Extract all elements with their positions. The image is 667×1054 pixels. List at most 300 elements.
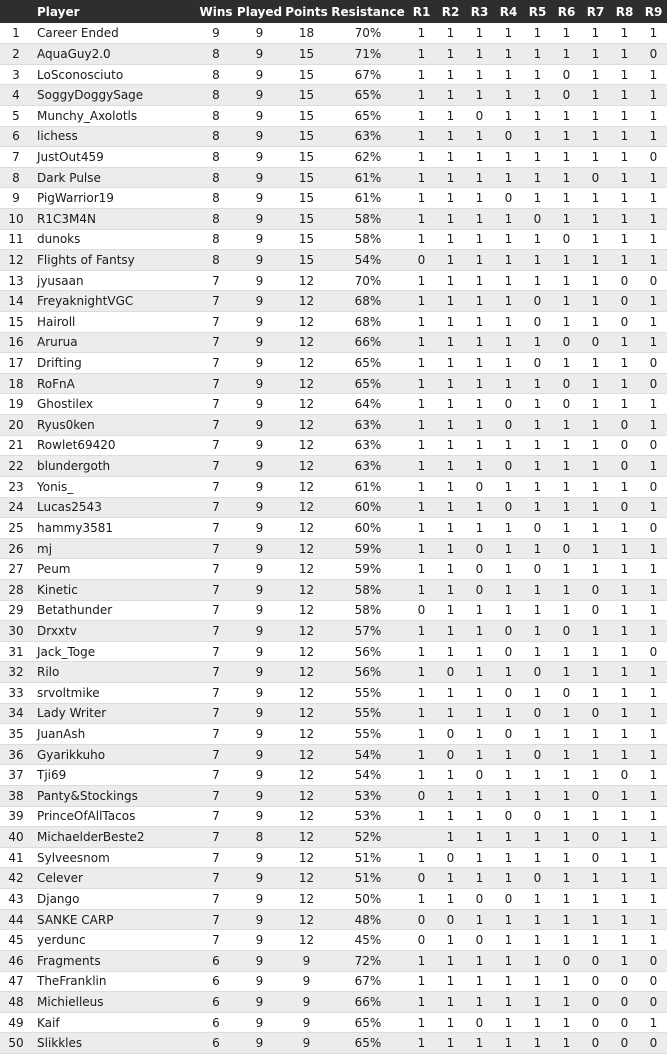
round-1-cell: 0 [417,871,426,886]
r1-header[interactable]: R1 [412,4,431,19]
round-2-cell: 0 [446,665,455,680]
round-5-cell: 1 [533,129,542,144]
round-6-cell: 1 [562,768,571,783]
player-name: Drxxtv [37,623,77,638]
played-cell: 9 [255,520,264,535]
round-9-cell: 1 [649,891,658,906]
round-4-cell: 1 [504,706,513,721]
table-row[interactable] [0,435,667,456]
round-6-cell: 1 [562,830,571,845]
round-4-cell: 1 [504,294,513,309]
round-5-cell: 1 [533,891,542,906]
round-3-cell: 1 [475,170,484,185]
table-row[interactable] [0,724,667,745]
round-3-cell: 1 [475,438,484,453]
points-cell: 15 [298,211,315,226]
round-5-cell: 1 [533,88,542,103]
rank-cell: 4 [12,88,20,103]
played-cell: 9 [255,108,264,123]
table-row[interactable] [0,786,667,807]
round-8-cell: 1 [620,747,629,762]
resistance-cell: 58% [354,211,382,226]
table-row[interactable] [0,208,667,229]
round-9-cell: 1 [649,26,658,41]
round-3-cell: 1 [475,356,484,371]
round-8-cell: 1 [620,562,629,577]
table-row[interactable] [0,23,667,44]
rank-cell: 40 [8,830,24,845]
round-3-cell: 0 [475,933,484,948]
r8-header[interactable]: R8 [615,4,634,19]
round-1-cell: 1 [417,438,426,453]
round-5-cell: 1 [533,953,542,968]
table-row[interactable] [0,1033,667,1054]
r6-header[interactable]: R6 [557,4,576,19]
rank-cell: 31 [8,644,24,659]
table-row[interactable] [0,147,667,168]
player-header[interactable]: Player [37,4,80,19]
round-2-cell: 1 [446,1036,455,1051]
rank-cell: 14 [8,294,24,309]
resistance-cell: 67% [354,974,382,989]
rank-cell: 18 [8,376,24,391]
table-row[interactable] [0,497,667,518]
wins-cell: 7 [212,294,220,309]
rank-cell: 44 [8,912,24,927]
points-cell: 12 [298,685,315,700]
points-cell: 15 [298,232,315,247]
points-cell: 9 [302,1015,311,1030]
rank-cell: 16 [8,335,24,350]
round-7-cell: 1 [591,665,600,680]
round-7-cell: 1 [591,685,600,700]
wins-cell: 7 [212,623,220,638]
round-4-cell: 1 [504,335,513,350]
resistance-cell: 61% [354,170,382,185]
round-5-cell: 1 [533,912,542,927]
resistance-cell: 63% [354,459,382,474]
player-name: lichess [37,129,78,144]
player-name: Celever [37,871,83,886]
rank-cell: 50 [8,1036,24,1051]
rank-cell: 49 [8,1015,24,1030]
round-4-cell: 1 [504,170,513,185]
table-body [0,23,667,1053]
round-6-cell: 1 [562,727,571,742]
player-name: TheFranklin [37,974,107,989]
points-cell: 15 [298,108,315,123]
round-8-cell: 1 [620,685,629,700]
table-row[interactable] [0,909,667,930]
table-row[interactable] [0,744,667,765]
table-row[interactable] [0,600,667,621]
round-2-cell: 1 [446,46,455,61]
round-1-cell: 1 [417,850,426,865]
player-name: Hairoll [37,314,76,329]
rank-cell: 48 [8,994,24,1009]
rank-cell: 39 [8,809,24,824]
round-4-cell: 0 [504,191,513,206]
wins-cell: 7 [212,376,220,391]
resistance-cell: 72% [354,953,382,968]
rank-cell: 35 [8,727,24,742]
round-1-cell: 1 [417,891,426,906]
wins-cell: 8 [212,129,220,144]
round-6-cell: 1 [562,974,571,989]
round-4-cell: 1 [504,603,513,618]
played-cell: 9 [255,376,264,391]
round-9-cell: 1 [649,170,658,185]
round-9-cell: 0 [649,479,658,494]
round-8-cell: 1 [620,520,629,535]
r4-header[interactable]: R4 [499,4,518,19]
player-name: RoFnA [37,376,75,391]
round-8-cell: 1 [620,871,629,886]
played-cell: 9 [255,562,264,577]
round-3-cell: 1 [475,953,484,968]
rank-cell: 22 [8,459,24,474]
round-9-cell: 1 [649,727,658,742]
round-9-cell: 1 [649,871,658,886]
resistance-cell: 56% [354,665,382,680]
round-5-cell: 0 [533,294,542,309]
table-row[interactable] [0,44,667,65]
round-6-cell: 1 [562,108,571,123]
round-1-cell: 1 [417,397,426,412]
played-cell: 9 [255,685,264,700]
played-cell: 9 [255,294,264,309]
round-4-cell: 1 [504,232,513,247]
round-3-cell: 1 [475,603,484,618]
rank-cell: 19 [8,397,24,412]
round-6-cell: 1 [562,191,571,206]
table-row[interactable] [0,229,667,250]
table-row[interactable] [0,312,667,333]
wins-cell: 7 [212,314,220,329]
round-7-cell: 1 [591,768,600,783]
round-8-cell: 1 [620,582,629,597]
wins-cell: 8 [212,67,220,82]
r9-header[interactable]: R9 [644,4,663,19]
round-1-cell: 1 [417,520,426,535]
rank-cell: 34 [8,706,24,721]
resistance-cell: 58% [354,582,382,597]
round-4-cell: 0 [504,500,513,515]
round-6-cell: 1 [562,314,571,329]
table-row[interactable] [0,250,667,271]
round-3-cell: 0 [475,108,484,123]
rank-cell: 6 [12,129,20,144]
round-1-cell: 1 [417,500,426,515]
r5-header[interactable]: R5 [528,4,547,19]
table-row[interactable] [0,394,667,415]
round-7-cell: 1 [591,459,600,474]
round-8-cell: 1 [620,706,629,721]
table-row[interactable] [0,126,667,147]
points-cell: 12 [298,520,315,535]
played-cell: 9 [255,211,264,226]
round-6-cell: 1 [562,665,571,680]
table-row[interactable] [0,971,667,992]
round-3-cell: 0 [475,479,484,494]
round-6-cell: 1 [562,356,571,371]
played-cell: 9 [255,149,264,164]
rank-cell: 8 [12,170,20,185]
table-row[interactable] [0,703,667,724]
round-3-cell: 0 [475,891,484,906]
player-name: JustOut459 [37,149,104,164]
played-cell: 9 [255,623,264,638]
round-1-cell: 1 [417,294,426,309]
points-cell: 15 [298,46,315,61]
round-7-cell: 1 [591,479,600,494]
wins-cell: 7 [212,809,220,824]
round-1-cell: 1 [417,129,426,144]
round-6-cell: 1 [562,170,571,185]
wins-header[interactable]: Wins [199,4,233,19]
points-cell: 12 [298,706,315,721]
round-1-cell: 1 [417,974,426,989]
round-4-cell: 1 [504,438,513,453]
round-6-cell: 1 [562,26,571,41]
rank-cell: 1 [12,26,20,41]
round-4-cell: 0 [504,809,513,824]
table-row[interactable] [0,373,667,394]
round-7-cell: 1 [591,500,600,515]
player-name: Flights of Fantsy [37,253,135,267]
round-4-cell: 1 [504,149,513,164]
round-7-cell: 0 [591,788,600,803]
round-4-cell: 1 [504,541,513,556]
round-1-cell: 1 [417,273,426,288]
player-name: Betathunder [37,603,113,618]
round-8-cell: 1 [620,850,629,865]
played-cell: 9 [255,788,264,803]
round-3-cell: 1 [475,314,484,329]
points-cell: 15 [298,88,315,103]
rank-cell: 30 [8,623,24,638]
round-8-cell: 0 [620,974,629,989]
round-2-cell: 1 [446,768,455,783]
table-row[interactable] [0,930,667,951]
table-row[interactable] [0,579,667,600]
r3-header[interactable]: R3 [470,4,489,19]
round-6-cell: 0 [562,232,571,247]
table-row[interactable] [0,1012,667,1033]
round-8-cell: 0 [620,459,629,474]
played-cell: 9 [255,768,264,783]
table-row[interactable] [0,806,667,827]
resistance-header[interactable]: Resistance [331,4,405,19]
round-8-cell: 1 [620,46,629,61]
round-6-cell: 1 [562,747,571,762]
round-6-cell: 1 [562,211,571,226]
resistance-cell: 60% [354,520,382,535]
round-5-cell: 0 [533,665,542,680]
round-3-cell: 1 [475,788,484,803]
round-7-cell: 1 [591,253,600,267]
round-6-cell: 1 [562,850,571,865]
table-row[interactable] [0,476,667,497]
round-1-cell: 1 [417,67,426,82]
round-2-cell: 1 [446,562,455,577]
round-4-cell: 0 [504,459,513,474]
player-name: Michielleus [37,994,104,1009]
table-row[interactable] [0,518,667,539]
table-row[interactable] [0,456,667,477]
table-row[interactable] [0,683,667,704]
table-row[interactable] [0,415,667,436]
round-4-cell: 1 [504,376,513,391]
round-4-cell: 1 [504,850,513,865]
round-1-cell: 1 [417,706,426,721]
resistance-cell: 63% [354,438,382,453]
round-8-cell: 1 [620,129,629,144]
player-name: MichaelderBeste2 [37,830,145,845]
table-row[interactable] [0,188,667,209]
resistance-cell: 61% [354,479,382,494]
points-header[interactable]: Points [285,4,328,19]
wins-cell: 7 [212,356,220,371]
points-cell: 12 [298,603,315,618]
round-8-cell: 1 [620,953,629,968]
round-9-cell: 1 [649,830,658,845]
round-2-cell: 1 [446,88,455,103]
round-2-cell: 1 [446,376,455,391]
player-name: Arurua [37,335,78,350]
round-6-cell: 1 [562,520,571,535]
round-9-cell: 1 [649,500,658,515]
round-4-cell: 1 [504,211,513,226]
round-2-cell: 1 [446,149,455,164]
player-name: Lucas2543 [37,500,102,515]
round-2-cell: 1 [446,830,455,845]
round-4-cell: 0 [504,644,513,659]
round-3-cell: 0 [475,582,484,597]
round-6-cell: 0 [562,623,571,638]
points-cell: 9 [302,1036,311,1051]
played-header[interactable]: Played [236,4,283,19]
round-8-cell: 1 [620,67,629,82]
table-row[interactable] [0,105,667,126]
round-3-cell: 1 [475,26,484,41]
table-row[interactable] [0,332,667,353]
round-7-cell: 1 [591,232,600,247]
played-cell: 9 [255,417,264,432]
table-row[interactable] [0,291,667,312]
table-row[interactable] [0,270,667,291]
wins-cell: 8 [212,232,220,247]
table-row[interactable] [0,641,667,662]
round-7-cell: 1 [591,644,600,659]
round-9-cell: 1 [649,850,658,865]
resistance-cell: 63% [354,129,382,144]
round-3-cell: 1 [475,294,484,309]
table-row[interactable] [0,992,667,1013]
points-cell: 12 [298,850,315,865]
round-8-cell: 1 [620,335,629,350]
round-9-cell: 1 [649,747,658,762]
resistance-cell: 54% [354,253,382,267]
round-9-cell: 0 [649,1036,658,1051]
round-4-cell: 1 [504,356,513,371]
round-9-cell: 1 [649,933,658,948]
round-5-cell: 0 [533,211,542,226]
points-cell: 12 [298,665,315,680]
round-2-cell: 1 [446,953,455,968]
round-4-cell: 0 [504,891,513,906]
round-5-cell: 1 [533,273,542,288]
table-row[interactable] [0,827,667,848]
round-2-cell: 1 [446,788,455,803]
round-9-cell: 1 [649,603,658,618]
table-row[interactable] [0,64,667,85]
played-cell: 9 [255,953,264,968]
round-2-cell: 1 [446,314,455,329]
player-name: Django [37,891,80,906]
rank-cell: 24 [8,500,24,515]
player-name: mj [37,541,53,556]
points-cell: 15 [298,253,315,267]
round-3-cell: 1 [475,871,484,886]
rank-header[interactable] [0,0,32,23]
points-cell: 12 [298,397,315,412]
round-6-cell: 0 [562,685,571,700]
points-cell: 12 [298,933,315,948]
resistance-cell: 50% [354,891,382,906]
table-row[interactable] [0,889,667,910]
r7-header[interactable]: R7 [586,4,605,19]
table-row[interactable] [0,765,667,786]
table-row[interactable] [0,621,667,642]
round-1-cell: 1 [417,417,426,432]
round-7-cell: 1 [591,397,600,412]
round-6-cell: 0 [562,88,571,103]
round-2-cell: 1 [446,335,455,350]
round-4-cell: 1 [504,582,513,597]
round-3-cell: 1 [475,994,484,1009]
wins-cell: 7 [212,459,220,474]
player-name: Drifting [37,356,82,371]
table-row[interactable] [0,868,667,889]
table-row[interactable] [0,353,667,374]
wins-cell: 7 [212,479,220,494]
round-1-cell: 1 [417,232,426,247]
table-row[interactable] [0,950,667,971]
player-name: Fragments [37,953,101,968]
table-row[interactable] [0,559,667,580]
wins-cell: 7 [212,582,220,597]
round-9-cell: 0 [649,273,658,288]
table-row[interactable] [0,85,667,106]
table-row[interactable] [0,538,667,559]
round-5-cell: 0 [533,871,542,886]
r2-header[interactable]: R2 [441,4,460,19]
round-7-cell: 1 [591,727,600,742]
round-2-cell: 1 [446,356,455,371]
round-7-cell: 1 [591,623,600,638]
table-row[interactable] [0,847,667,868]
round-8-cell: 0 [620,417,629,432]
wins-cell: 8 [212,211,220,226]
round-2-cell: 1 [446,67,455,82]
round-1-cell: 0 [417,788,426,803]
table-row[interactable] [0,167,667,188]
wins-cell: 8 [212,191,220,206]
table-row[interactable] [0,662,667,683]
points-cell: 12 [298,788,315,803]
round-9-cell: 1 [649,541,658,556]
